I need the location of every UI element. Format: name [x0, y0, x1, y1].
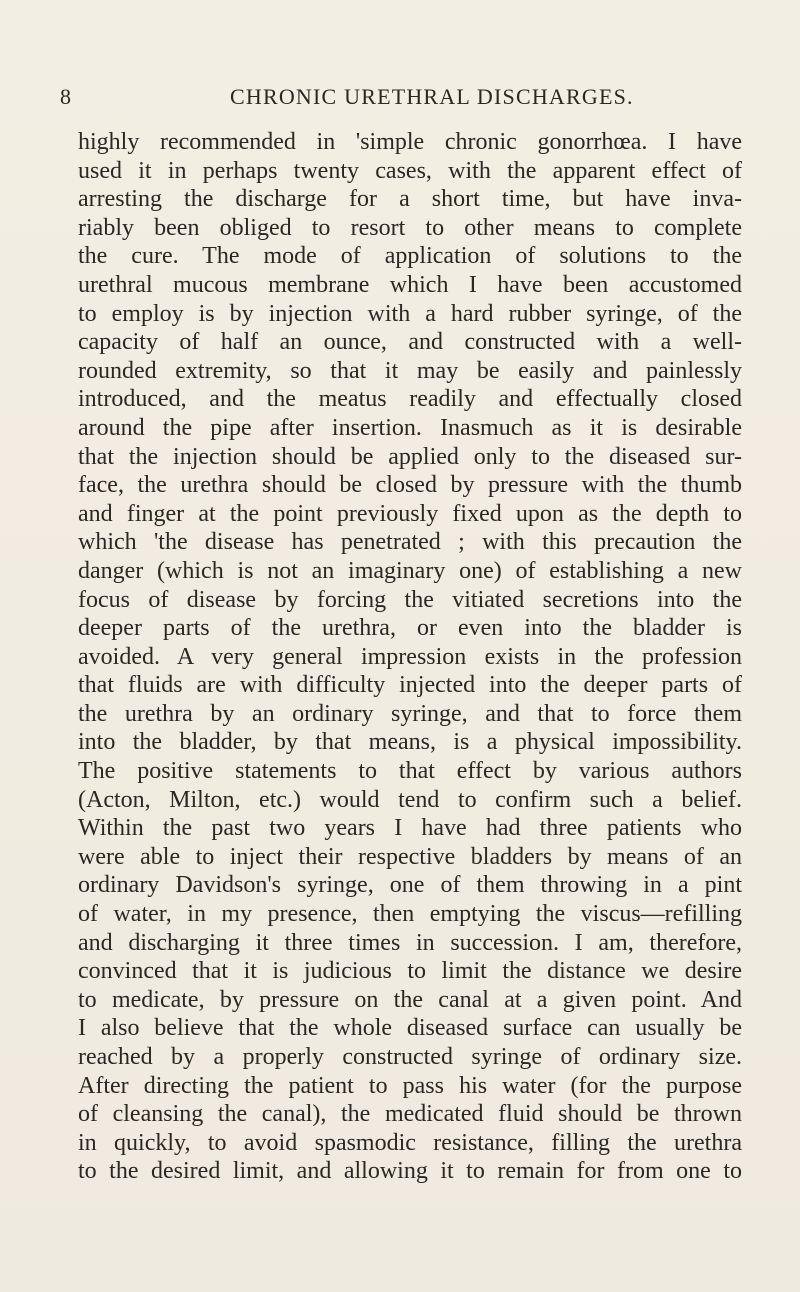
text-line: introduced, and the meatus readily and effectually closed: [78, 386, 742, 413]
text-line: and finger at the point previously fixed upon as the depth to: [78, 500, 742, 527]
text-line: ordinary Davidson's syringe, one of them throwing in a pint: [78, 872, 742, 899]
text-line: deeper parts of the urethra, or even into the bladder is: [78, 615, 742, 642]
text-line: to the desired limit, and allowing it to remain for from one to: [78, 1158, 742, 1185]
text-line: the cure. The mode of application of solutions to the: [78, 243, 742, 270]
running-title: CHRONIC URETHRAL DISCHARGES.: [230, 84, 634, 109]
text-line: around the pipe after insertion. Inasmuch as it is desirable: [78, 414, 742, 441]
text-line: in quickly, to avoid spasmodic resistance, filling the urethra: [78, 1129, 742, 1156]
text-line: The positive statements to that effect by various authors: [78, 758, 742, 785]
text-line: that the injection should be applied only to the diseased sur-: [78, 443, 742, 470]
text-line: were able to inject their respective bladders by means of an: [78, 843, 742, 870]
text-line: urethral mucous membrane which I have been accustomed: [78, 271, 742, 298]
text-line: of water, in my presence, then emptying the viscus—refilling: [78, 901, 742, 928]
text-line: that fluids are with difficulty injected into the deeper parts of: [78, 672, 742, 699]
page-header: [60, 84, 760, 124]
text-line: I also believe that the whole diseased surface can usually be: [78, 1015, 742, 1042]
text-line: of cleansing the canal), the medicated fluid should be thrown: [78, 1101, 742, 1128]
text-line: After directing the patient to pass his water (for the purpose: [78, 1072, 742, 1099]
text-line: highly recommended in 'simple chronic gonorrhœa. I have: [78, 129, 742, 155]
text-line: into the bladder, by that means, is a physical impossibility.: [78, 729, 742, 756]
page-number: 8: [60, 84, 73, 109]
text-line: used it in perhaps twenty cases, with the apparent effect of: [78, 157, 742, 184]
text-line: arresting the discharge for a short time, but have inva-: [78, 186, 742, 213]
text-line: avoided. A very general impression exists in the profession: [78, 643, 742, 670]
text-line: (Acton, Milton, etc.) would tend to confirm such a belief.: [78, 786, 742, 813]
text-line: danger (which is not an imaginary one) of establishing a new: [78, 557, 742, 584]
body-text: [78, 128, 742, 1186]
text-line: capacity of half an ounce, and constructed with a well-: [78, 329, 742, 356]
text-line: focus of disease by forcing the vitiated secretions into the: [78, 586, 742, 613]
text-line: the urethra by an ordinary syringe, and that to force them: [78, 700, 742, 727]
text-line: to employ is by injection with a hard rubber syringe, of the: [78, 300, 742, 327]
text-line: to medicate, by pressure on the canal at a given point. And: [78, 986, 742, 1013]
text-line: face, the urethra should be closed by pressure with the thumb: [78, 472, 742, 499]
text-line: reached by a properly constructed syringe of ordinary size.: [78, 1044, 742, 1070]
text-line: and discharging it three times in succession. I am, therefore,: [78, 929, 742, 956]
text-line: rounded extremity, so that it may be easily and painlessly: [78, 357, 742, 384]
text-line: riably been obliged to resort to other means to complete: [78, 214, 742, 241]
text-line: which 'the disease has penetrated ; with this precaution the: [78, 529, 742, 556]
text-line: Within the past two years I have had three patients who: [78, 815, 742, 842]
text-line: convinced that it is judicious to limit the distance we desire: [78, 958, 742, 985]
